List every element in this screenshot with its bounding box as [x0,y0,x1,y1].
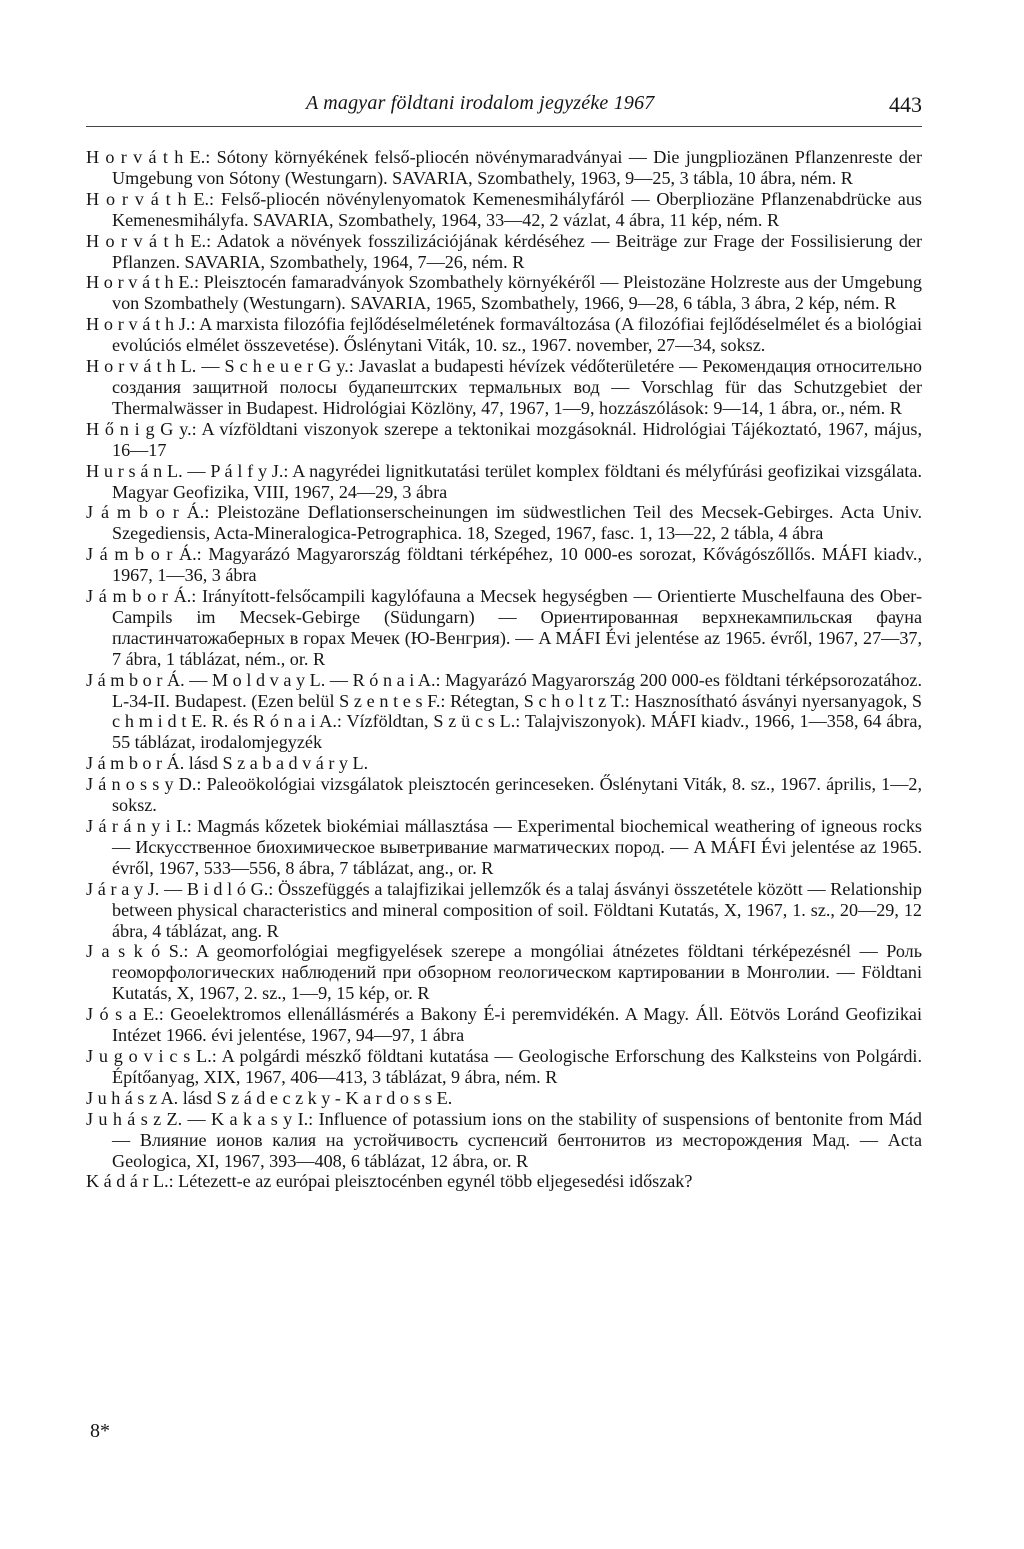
bibliography-entry: J á m b o r Á. — M o l d v a y L. — R ó n a i A.: Magyarázó Magyarország 200 000-es földtani térképsorozatához. L-34-II. Budapest. (Ezen belül S z e n t e s F.: Rétegtan, S c h o l t z T.: Hasznosítható ásványi nyersanyagok, S c h m i d t E. R. és R ó n a i A.: Vízföldtan, S z ü c s L.: Talajviszonyok). MÁFI kiadv., 1966, 1—358, 64 ábra, 55 táblázat, irodalomjegyzék [86,669,922,753]
bibliography-entry: H o r v á t h E.: Felső-pliocén növénylenyomatok Kemenesmihályfáról — Oberpliozäne Pflanzenabdrücke aus Kemenesmihályfa. SAVARIA, Szombathely, 1964, 33—42, 2 vázlat, 4 ábra, 11 kép, ném. R [86,188,922,230]
bibliography-entry: J á m b o r Á.: Irányított-felsőcampili kagylófauna a Mecsek hegységben — Orientierte Muschelfauna des Ober-Campils im Mecsek-Gebirge (Südungarn) — Ориентированная верхнекампильская фауна пластинчатожаберных в горах Мечек (Ю-Венгрия). — A MÁFI Évi jelentése az 1965. évről, 1967, 27—37, 7 ábra, 1 táblázat, ném., or. R [86,586,922,669]
bibliography-entry: J ó s a E.: Geoelektromos ellenállásmérés a Bakony É-i peremvidékén. A Magy. Áll. Eötvös Loránd Geofizikai Intézet 1966. évi jelentése, 1967, 94—97, 1 ábra [86,1004,922,1046]
bibliography-entry: H o r v á t h L. — S c h e u e r G y.: Javaslat a budapesti hévízek védőterületére — Рекомендация относительно создания защитной полосы будапештских термальных вод — Vorschlag für das Schutzgebiet der Thermalwässer in Budapest. Hidrológiai Közlöny, 47, 1967, 1—9, hozzászólások: 9—14, 1 ábra, or., ném. R [86,356,922,418]
page-number: 443 [889,92,922,117]
bibliography-entry: J u h á s z Z. — K a k a s y I.: Influence of potassium ions on the stability of suspensions of bentonite from Mád — Влияние ионов калия на устойчивость суспенсий бентонитов из месторождения Мад. — Acta Geologica, XI, 1967, 393—408, 6 táblázat, 12 ábra, or. R [86,1108,922,1171]
bibliography-entry: H o r v á t h E.: Adatok a növények fosszilizációjának kérdéséhez — Beiträge zur Frage der Fossilisierung der Pflanzen. SAVARIA, Szombathely, 1964, 7—26, ném. R [86,230,922,272]
bibliography-entry: J u h á s z A. lásd S z á d e c z k y - K a r d o s s E. [86,1087,453,1108]
bibliography-entry: H o r v á t h J.: A marxista filozófia fejlődéselméletének formaváltozása (A filozófiai fejlődéselmélet és a biológiai evolúciós elmélet összevetése). Őslénytani Viták, 10. sz., 1967. november, 27—34, soksz. [86,314,922,356]
bibliography-entry: J á r a y J. — B i d l ó G.: Összefüggés a talajfizikai jellemzők és a talaj ásványi összetétele között — Relationship between physical characteristics and mineral composition of soil. Földtani Kutatás, X, 1967, 1. sz., 20—29, 12 ábra, 4 táblázat, ang. R [86,878,922,941]
bibliography-entry: J á m b o r Á.: Pleistozäne Deflationserscheinungen im südwestlichen Teil des Mecsek-Gebirges. Acta Univ. Szegediensis, Acta-Mineralogica-Petrographica. 18, Szeged, 1967, fasc. 1, 13—22, 2 tábla, 4 ábra [86,502,922,544]
bibliography-entry: J á n o s s y D.: Paleoökológiai vizsgálatok pleisztocén gerinceseken. Őslénytani Viták, 8. sz., 1967. április, 1—2, soksz. [86,774,922,816]
bibliography-entry: J á m b o r Á.: Magyarázó Magyarország földtani térképéhez, 10 000-es sorozat, Kővágószőllős. MÁFI kiadv., 1967, 1—36, 3 ábra [86,544,922,586]
bibliography-list [86,147,922,1192]
document-page [86,92,922,1522]
running-title: A magyar földtani irodalom jegyzéke 1967 [306,92,655,114]
bibliography-entry: H o r v á t h E.: Sótony környékének felső-pliocén növénymaradványai — Die jungpliozänen Pflanzenreste der Umgebung von Sótony (Westungarn). SAVARIA, Szombathely, 1963, 9—25, 3 tábla, 10 ábra, ném. R [86,147,922,188]
bibliography-entry: K á d á r L.: Létezett-e az európai pleisztocénben egynél több eljegesedési időszak? [86,1171,693,1192]
bibliography-entry: H u r s á n L. — P á l f y J.: A nagyrédei lignitkutatási terület komplex földtani és mélyfúrási geofizikai vizsgálata. Magyar Geofizika, VIII, 1967, 24—29, 3 ábra [86,460,922,502]
bibliography-entry: J u g o v i c s L.: A polgárdi mészkő földtani kutatása — Geologische Erforschung des Kalksteins von Polgárdi. Építőanyag, XIX, 1967, 406—413, 3 táblázat, 9 ábra, ném. R [86,1045,922,1087]
bibliography-entry: J á m b o r Á. lásd S z a b a d v á r y L. [86,753,369,774]
page-header [86,92,922,127]
printer-signature: 8* [90,1420,110,1442]
bibliography-entry: J á r á n y i I.: Magmás kőzetek biokémiai mállasztása — Experimental biochemical weathering of igneous rocks — Искусственное биохимическое выветривание магматических пород. — A MÁFI Évi jelentése az 1965. évről, 1967, 533—556, 8 ábra, 7 táblázat, ang., or. R [86,816,922,878]
bibliography-entry: H o r v á t h E.: Pleisztocén famaradványok Szombathely környékéről — Pleistozäne Holzreste aus der Umgebung von Szombathely (Westungarn). SAVARIA, 1965, Szombathely, 1966, 9—28, 6 tábla, 3 ábra, 2 kép, ném. R [86,272,922,314]
bibliography-entry: H ő n i g G y.: A vízföldtani viszonyok szerepe a tektonikai mozgásoknál. Hidrológiai Tájékoztató, 1967, május, 16—17 [86,418,922,460]
bibliography-entry: J a s k ó S.: A geomorfológiai megfigyelések szerepe a mongóliai átnézetes földtani térképezésnél — Роль геоморфологических наблюдений при обзорном геологическом картировании в Монголии. — Földtani Kutatás, X, 1967, 2. sz., 1—9, 15 kép, or. R [86,941,922,1004]
